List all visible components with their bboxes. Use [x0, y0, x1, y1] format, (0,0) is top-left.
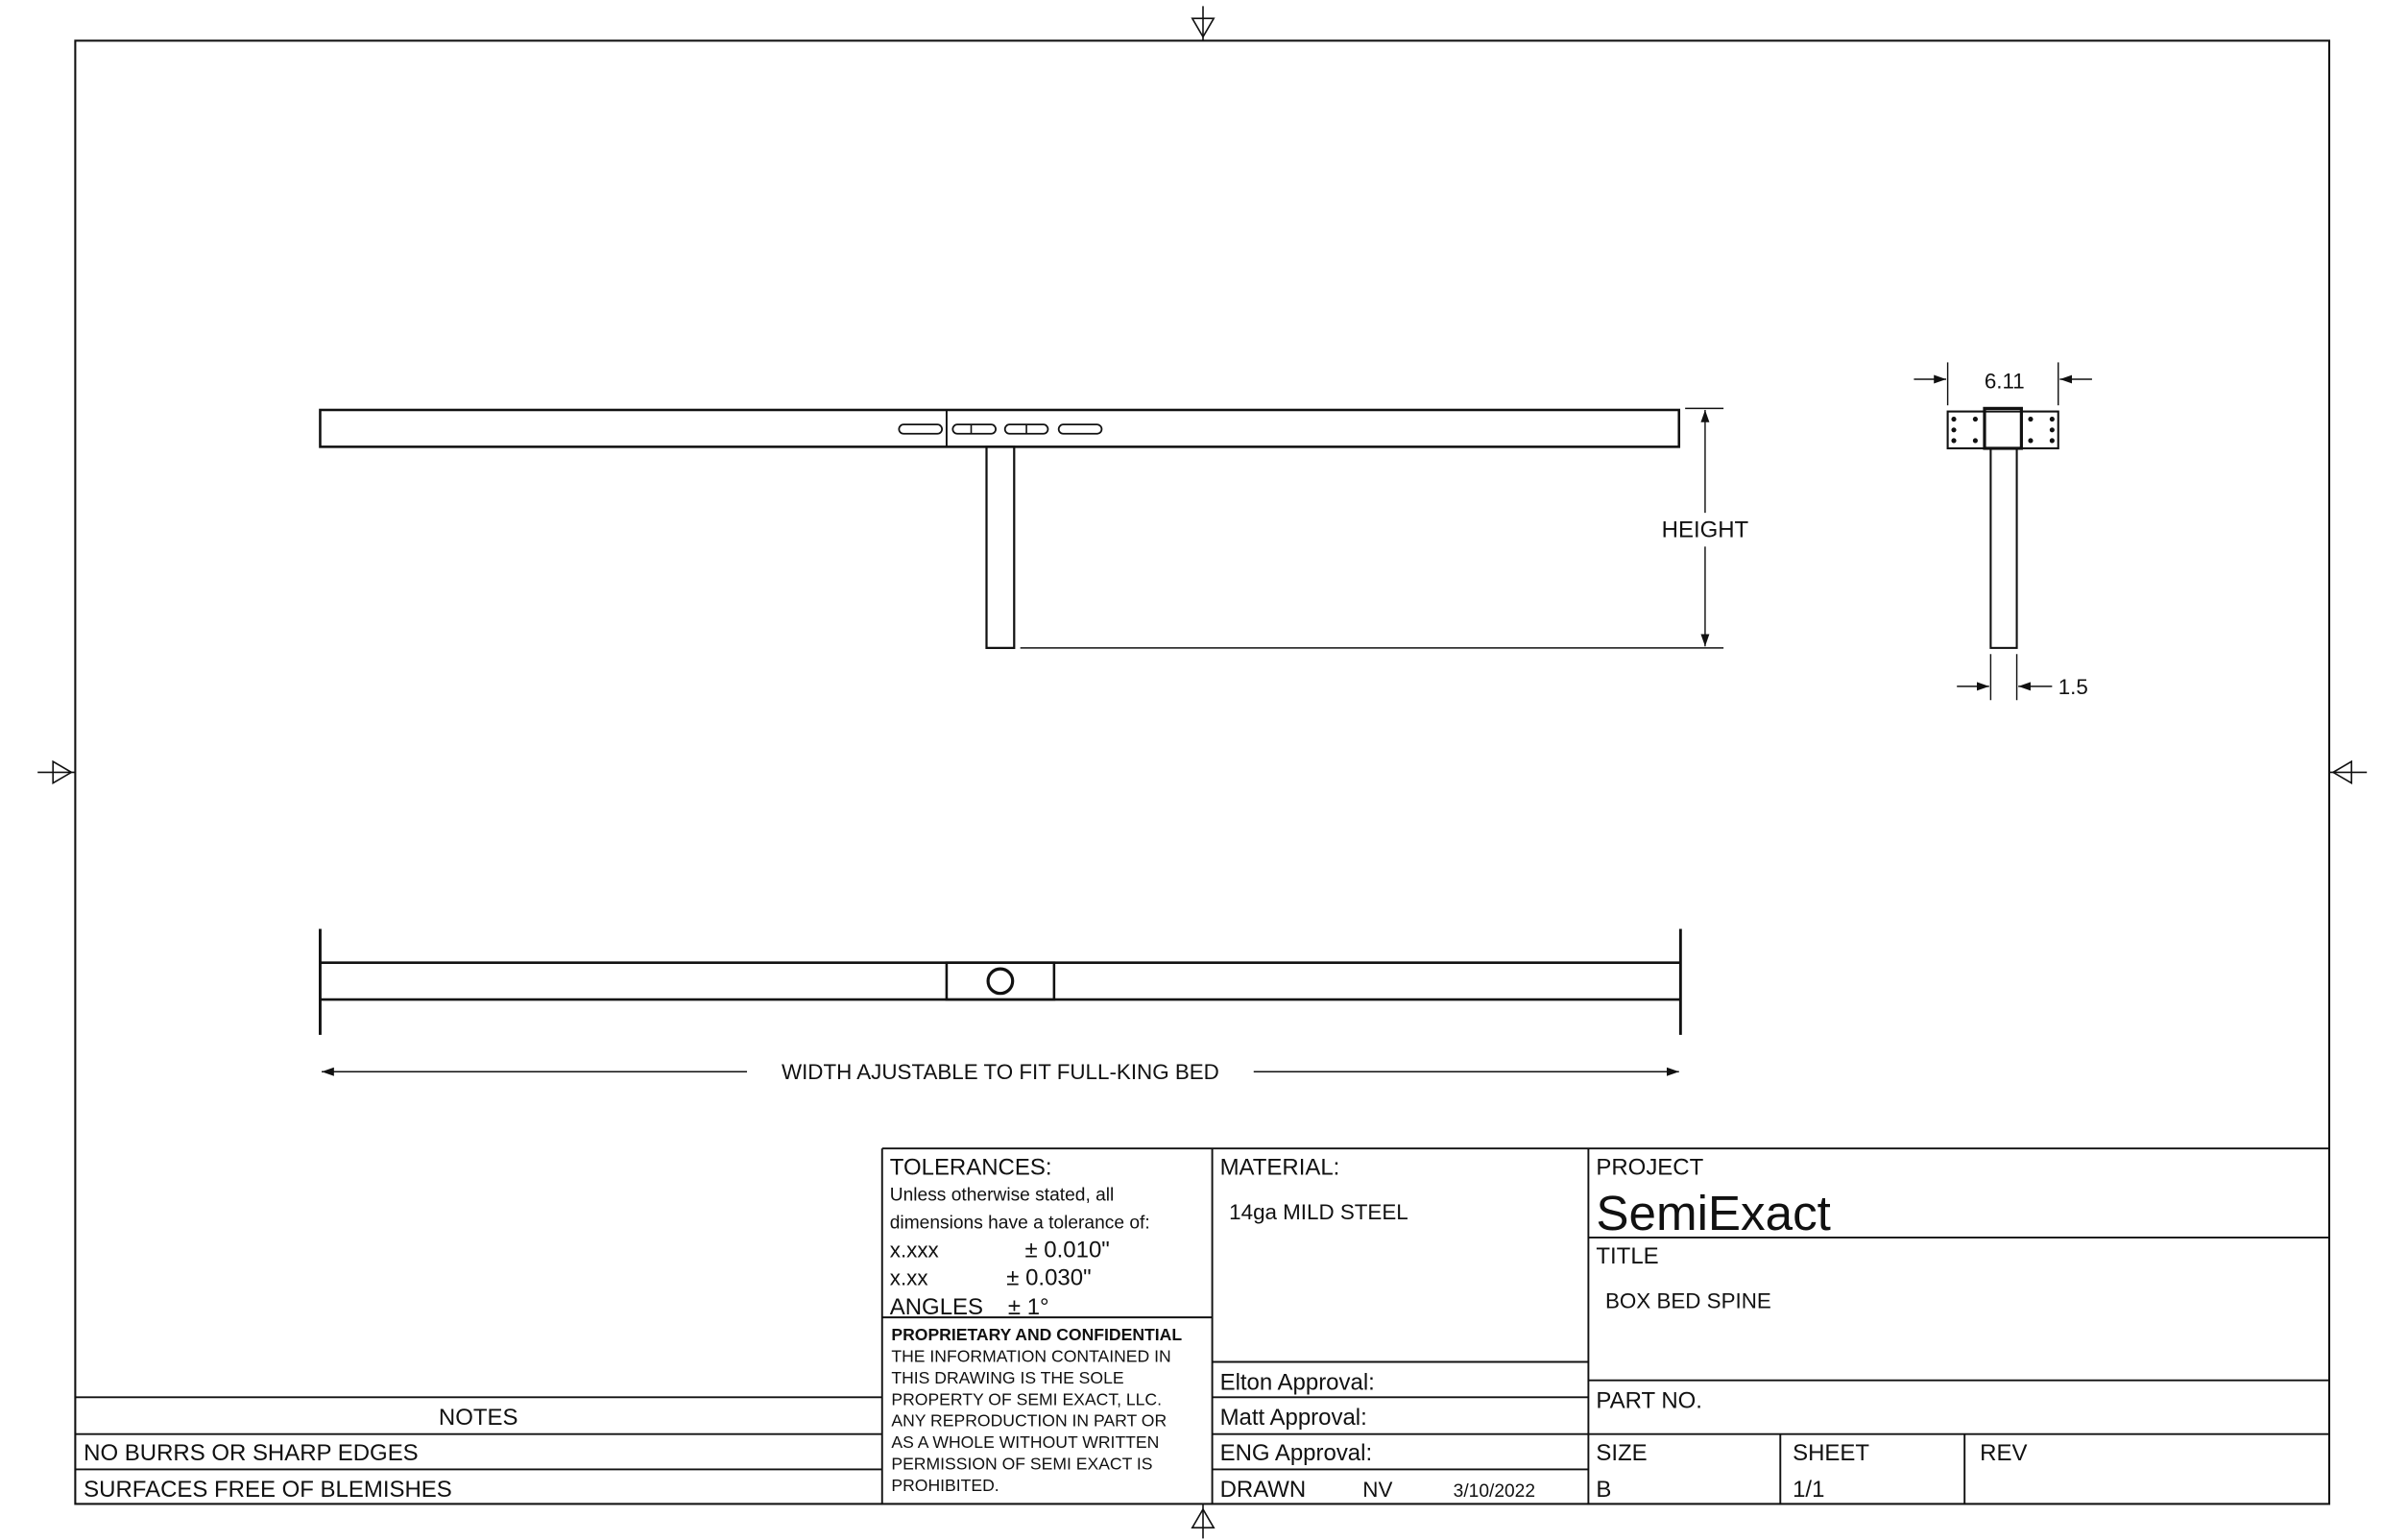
- bolt-holes: [1951, 417, 2054, 444]
- proprietary-line-5: AS A WHOLE WITHOUT WRITTEN: [891, 1432, 1160, 1453]
- center-mark-left: [37, 761, 74, 782]
- spine-bar-front: [320, 410, 1678, 446]
- tol-val-angles: ± 1°: [1007, 1293, 1049, 1320]
- drawn-label: DRAWN: [1219, 1477, 1307, 1504]
- tol-key-xx: x.xx: [889, 1265, 928, 1290]
- matt-approval: Matt Approval:: [1219, 1405, 1367, 1432]
- side-view: [1914, 362, 2092, 700]
- notes-heading: NOTES: [438, 1405, 518, 1432]
- drawn-date: 3/10/2022: [1453, 1481, 1536, 1503]
- drawn-by: NV: [1362, 1478, 1393, 1503]
- proprietary-line-1: THE INFORMATION CONTAINED IN: [891, 1346, 1171, 1366]
- drawing-title: BOX BED SPINE: [1604, 1288, 1771, 1313]
- part-no-label: PART NO.: [1596, 1387, 1702, 1414]
- proprietary-line-6: PERMISSION OF SEMI EXACT IS: [891, 1454, 1153, 1474]
- slot-2: [952, 424, 996, 434]
- tol-val-xx: ± 0.030": [1006, 1264, 1092, 1291]
- elton-approval: Elton Approval:: [1219, 1369, 1375, 1396]
- center-mark-bottom: [1192, 1504, 1214, 1538]
- sheet-border: [75, 40, 2329, 1504]
- sheet-label: SHEET: [1793, 1439, 1870, 1466]
- center-mark-top: [1192, 6, 1214, 39]
- proprietary-line-7: PROHIBITED.: [891, 1475, 999, 1495]
- center-mark-right: [2330, 761, 2367, 782]
- size-label: SIZE: [1596, 1439, 1648, 1466]
- side-tube: [1985, 408, 2021, 448]
- height-label: HEIGHT: [1661, 517, 1749, 543]
- tol-val-xxx: ± 0.010": [1024, 1237, 1110, 1263]
- material-value: 14ga MILD STEEL: [1229, 1199, 1408, 1224]
- eng-approval: ENG Approval:: [1219, 1439, 1373, 1466]
- tolerances-heading: TOLERANCES:: [889, 1154, 1052, 1181]
- tube-dim: 1.5: [2058, 674, 2088, 699]
- proprietary-heading: PROPRIETARY AND CONFIDENTIAL: [891, 1325, 1183, 1345]
- leg-hole: [988, 969, 1013, 994]
- project-name: SemiExact: [1596, 1185, 1831, 1240]
- slot-1: [899, 424, 942, 434]
- size-value: B: [1596, 1477, 1612, 1504]
- rev-label: REV: [1980, 1439, 2028, 1466]
- slot-4: [1059, 424, 1102, 434]
- note-item-1: NO BURRS OR SHARP EDGES: [84, 1439, 419, 1466]
- title-label: TITLE: [1596, 1243, 1659, 1270]
- top-width-dim: 6.11: [1984, 369, 2025, 394]
- tolerances-line-2: dimensions have a tolerance of:: [889, 1213, 1150, 1234]
- side-leg: [1990, 448, 2016, 648]
- tol-key-angles: ANGLES: [889, 1293, 984, 1320]
- material-heading: MATERIAL:: [1219, 1154, 1340, 1181]
- width-label: WIDTH AJUSTABLE TO FIT FULL-KING BED: [781, 1060, 1219, 1085]
- note-item-2: SURFACES FREE OF BLEMISHES: [84, 1477, 452, 1504]
- proprietary-line-3: PROPERTY OF SEMI EXACT, LLC.: [891, 1389, 1163, 1409]
- tol-key-xxx: x.xxx: [889, 1238, 939, 1263]
- project-label: PROJECT: [1596, 1154, 1704, 1181]
- top-view: [320, 929, 1680, 1085]
- front-view: [320, 408, 1748, 647]
- leg-front: [987, 446, 1015, 647]
- proprietary-line-4: ANY REPRODUCTION IN PART OR: [891, 1410, 1167, 1431]
- proprietary-line-2: THIS DRAWING IS THE SOLE: [891, 1367, 1124, 1387]
- sheet-value: 1/1: [1793, 1477, 1825, 1504]
- tolerances-line-1: Unless otherwise stated, all: [889, 1185, 1115, 1206]
- side-plate: [1948, 412, 2058, 448]
